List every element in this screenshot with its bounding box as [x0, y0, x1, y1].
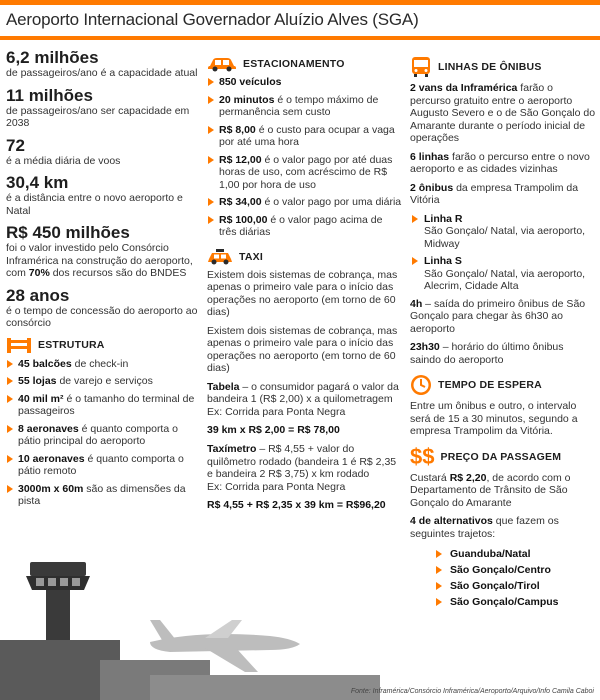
item-text: é o tamanho do terminal de passageiros [18, 392, 195, 417]
stat-capacity-future [6, 86, 200, 130]
list-item [207, 94, 402, 119]
car-icon [207, 56, 237, 72]
item-bold: 10 aeronaves [18, 452, 85, 465]
section-preco-header [410, 443, 596, 469]
item-text: é quanto comporta o pátio principal do aeroporto [18, 422, 178, 447]
list-item [6, 453, 200, 478]
section-estrutura-header [6, 336, 200, 354]
para-text: – horário do último ônibus saindo do aeroporto [410, 341, 564, 366]
tabela-text: – o consumidor pagará o valor da bandeira 1 (R$ 2,00) x a quilometragem [207, 380, 399, 405]
stat-desc [6, 242, 200, 280]
list-item [207, 76, 402, 89]
para-text: farão o percurso entre o novo aeroporto e as cidades vizinhas [410, 150, 590, 175]
item-bold: 8 aeronaves [18, 422, 79, 435]
list-item [207, 154, 402, 192]
section-title: TAXI [239, 250, 263, 263]
tabela-label: Tabela [207, 380, 240, 393]
section-estacionamento-header [207, 56, 402, 72]
bus-paragraph [410, 82, 596, 145]
route-item: São Gonçalo/Tirol [428, 578, 596, 594]
stat-value: 11 milhões [6, 85, 93, 105]
item-text: é o valor pago por uma diária [261, 196, 402, 208]
desc-bold: 70% [28, 267, 50, 279]
espera-text: Entre um ônibus e outro, o intervalo será de 15 a 30 minutos, segundo a empresa Trampolim da Vitória. [410, 400, 578, 437]
section-taxi-header [207, 249, 402, 265]
taximetro-label: Taxímetro [207, 443, 257, 455]
stat-desc: de passageiros/ano é a capacidade atual [6, 67, 198, 79]
text-part: Custará [410, 471, 450, 484]
item-text: é o custo para ocupar a vaga por até uma hora [219, 123, 395, 148]
stat-capacity-current [6, 48, 200, 80]
bus-paragraph [410, 151, 596, 176]
preco-text [410, 472, 596, 510]
stat-value: 6,2 milhões [6, 48, 99, 67]
item-bold: 20 minutos [219, 93, 275, 106]
tabela-formula: 39 km x R$ 2,00 = R$ 78,00 [207, 424, 340, 436]
item-text: é o valor pago por até duas horas de uso, com acréscimo de R$ 1,00 por hora de uso [219, 153, 393, 191]
section-title: LINHAS DE ÔNIBUS [438, 61, 542, 73]
column-parking-taxi [207, 48, 402, 518]
stat-desc: é o tempo de concessão do aeroporto ao consórcio [6, 304, 198, 329]
bus-line-r [410, 213, 596, 251]
item-text: são as dimensões da pista [18, 482, 186, 507]
stat-investment [6, 223, 200, 280]
stat-value: 28 anos [6, 285, 70, 305]
item-bold: R$ 34,00 [219, 196, 262, 208]
line-title: Linha S [424, 255, 462, 267]
stat-desc: é a média diária de voos [6, 154, 121, 167]
airport-illustration [0, 550, 380, 700]
page-title: Aeroporto Internacional Governador Aluízio Alves (SGA) [6, 10, 419, 29]
list-item [6, 375, 200, 388]
text-part: que fazem os seguintes trajetos: [410, 515, 559, 540]
item-bold: R$ 100,00 [219, 213, 268, 226]
desc-part: foi o valor investido pelo Consórcio Inframérica na construção do aeroporto, com [6, 242, 193, 279]
list-item [207, 214, 402, 239]
taxi-paragraph: Existem dois sistemas de cobrança, mas apenas o primeiro vale para o início das operações no aeroporto (em torno de 60 dias) [207, 268, 398, 318]
list-item [207, 124, 402, 149]
stat-desc: de passageiros/ano ser capacidade em 2038 [6, 104, 190, 129]
route-item: Guanduba/Natal [428, 546, 596, 562]
bus-icon [410, 56, 432, 78]
section-title: ESTRUTURA [38, 338, 105, 351]
section-title: TEMPO DE ESPERA [438, 379, 542, 391]
taxi-tabela [207, 381, 402, 419]
stat-daily-flights [6, 136, 200, 168]
route-item: São Gonçalo/Centro [428, 562, 596, 578]
route-item: São Gonçalo/Campus [428, 594, 596, 610]
para-text: da empresa Trampolim da Vitória [410, 181, 579, 206]
column-stats [6, 48, 200, 513]
routes-list [410, 546, 596, 610]
section-title: PREÇO DA PASSAGEM [440, 450, 562, 463]
text-part: , de acordo com o Departamento de Trânsito de São Gonçalo do Amarante [410, 471, 571, 509]
taxi-icon [207, 249, 233, 265]
item-bold: 45 balcões [18, 357, 72, 370]
clock-icon [410, 374, 432, 396]
stat-distance [6, 173, 200, 217]
item-text: é o valor pago acima de três diárias [219, 213, 383, 238]
top-accent-bar [0, 0, 600, 5]
item-bold: R$ 8,00 [219, 123, 256, 136]
item-text: de check-in [71, 357, 129, 370]
line-title: Linha R [424, 212, 463, 225]
para-text: farão o percurso gratuito entre o aeroporto Augusto Severo e o de São Gonçalo do Amarante durante o período inicial de operações [410, 82, 596, 144]
para-bold: 6 linhas [410, 150, 450, 163]
para-bold: 23h30 [410, 341, 440, 353]
text-bold: R$ 2,20 [449, 471, 487, 484]
estrutura-list [6, 358, 200, 508]
list-item [6, 393, 200, 418]
stat-desc: é a distância entre o novo aeroporto e Natal [6, 192, 183, 217]
text-bold: 4 de alternativos [410, 515, 493, 527]
stat-value: 72 [6, 135, 25, 155]
list-item [6, 358, 200, 371]
taximetro-formula: R$ 4,55 + R$ 2,35 x 39 km = R$96,20 [207, 499, 386, 511]
preco-alt [410, 515, 596, 540]
column-bus [410, 48, 596, 610]
stat-value: R$ 450 milhões [6, 223, 130, 242]
desc-part: dos recursos são do BNDES [49, 267, 187, 279]
para-bold: 4h [410, 297, 423, 310]
para-bold: 2 ônibus [410, 181, 454, 194]
title-rule [0, 36, 600, 40]
bus-first-departure [410, 298, 596, 336]
taxi-taximetro [207, 443, 402, 493]
item-text: é quanto comporta o pátio remoto [18, 452, 184, 477]
section-title: ESTACIONAMENTO [243, 58, 345, 70]
item-text: de varejo e serviços [56, 375, 153, 387]
list-item [207, 196, 402, 209]
item-bold: 40 mil m² [18, 392, 64, 405]
bus-paragraph [410, 182, 596, 207]
estacionamento-list [207, 76, 402, 239]
bus-line-s [410, 255, 596, 293]
item-bold: 850 veículos [219, 76, 282, 88]
money-icon: $$ [410, 443, 435, 469]
line-desc: São Gonçalo/ Natal, via aeroporto, Midway [424, 225, 586, 250]
item-bold: R$ 12,00 [219, 153, 262, 166]
stat-concession [6, 286, 200, 330]
item-bold: 55 lojas [18, 375, 57, 387]
para-text: – saída do primeiro ônibus de São Gonçalo para chegar às 6h30 ao aeroporto [410, 297, 586, 335]
item-bold: 3000m x 60m [18, 482, 84, 495]
taximetro-text: – R$ 4,55 + valor do quilômetro rodado (bandeira 1 é R$ 2,35 e bandeira 2 R$ 3,75) x km rodado [207, 443, 397, 480]
para-bold: 2 vans da Inframérica [410, 82, 518, 94]
tabela-example: Ex: Corrida para Ponta Negra [207, 405, 346, 418]
taxi-paragraph: Existem dois sistemas de cobrança, mas apenas o primeiro vale para o início das operações no aeroporto (em torno de 60 dias) [207, 324, 398, 374]
bus-last-departure [410, 341, 596, 366]
section-espera-header [410, 374, 596, 396]
structure-icon [6, 336, 32, 354]
taximetro-example: Ex: Corrida para Ponta Negra [207, 480, 346, 493]
stat-value: 30,4 km [6, 173, 69, 192]
line-desc: São Gonçalo/ Natal, via aeroporto, Alecrim, Cidade Alta [424, 267, 586, 292]
source-credit: Fonte: Inframérica/Consórcio Inframérica/Aeroporto/Arquivo/Info Camila Caboi [350, 688, 594, 695]
list-item [6, 423, 200, 448]
section-onibus-header [410, 56, 596, 78]
list-item [6, 483, 200, 508]
item-text: é o tempo máximo de permanência sem custo [219, 93, 379, 118]
